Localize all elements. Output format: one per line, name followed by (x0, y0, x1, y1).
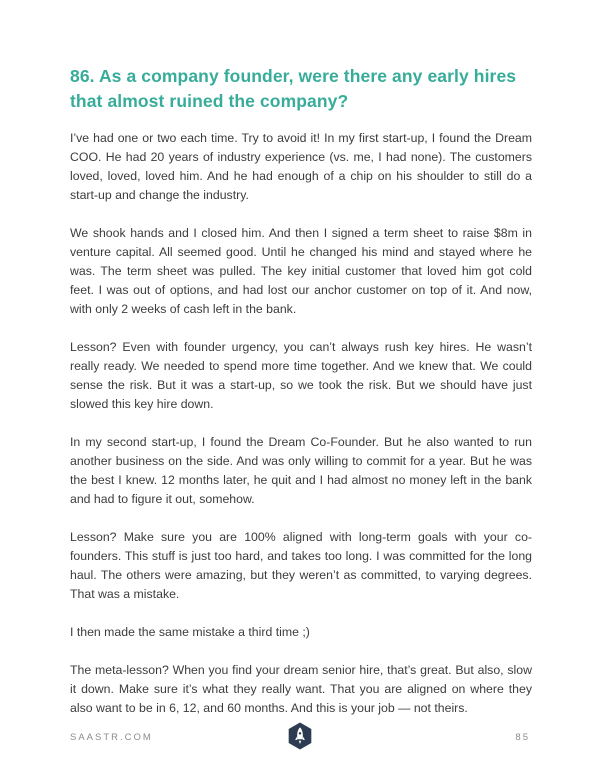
paragraph: Lesson? Even with founder urgency, you can’t always rush key hires. He wasn’t really ready. We needed to spend more time together. And we knew that. We could sense the risk. But it was a start-up, so we took the risk. But we should have just slowed this key hire down. (70, 340, 532, 411)
paragraph: I’ve had one or two each time. Try to avoid it! In my first start-up, I found the Dream COO. He had 20 years of industry experience (vs. me, I had none). The customers loved, loved, loved him. And he had enough of a chip on his shoulder to still do a start-up and change the industry. (70, 131, 532, 202)
page-footer (0, 722, 600, 754)
paragraph: The meta-lesson? When you find your dream senior hire, that’s great. But also, slow it down. Make sure it’s what they really want. That you are aligned on where they also want to be in 6, 12, and 60 months. And this is your job — not theirs. (70, 663, 532, 715)
chapter-title: 86. As a company founder, were there any early hires that almost ruined the company? (70, 66, 517, 111)
paragraph: We shook hands and I closed him. And then I signed a term sheet to raise $8m in venture capital. All seemed good. Until he changed his mind and stayed where he was. The term sheet was pulled. The key initial customer that loved him got cold feet. I was out of options, and had lost our anchor customer on top of it. And now, with only 2 weeks of cash left in the bank. (70, 226, 532, 316)
paragraph: I then made the same mistake a third time ;) (70, 625, 310, 639)
paragraph: Lesson? Make sure you are 100% aligned with long-term goals with your co-founders. This stuff is just too hard, and takes too long. I was committed for the long haul. The others were amazing, but they weren’t as committed, to varying degrees. That was a mistake. (70, 530, 532, 601)
footer-page-number: 85 (515, 732, 530, 743)
saastr-hexagon-rocket-logo-icon (287, 722, 313, 750)
page-content (70, 64, 532, 737)
paragraph: In my second start-up, I found the Dream Co-Founder. But he also wanted to run another business on the side. And was only willing to commit for a year. But he was the best I knew. 12 months later, he quit and I had almost no money left in the bank and had to figure it out, somehow. (70, 435, 532, 506)
chapter-body (70, 129, 532, 718)
footer-site-label: SAASTR.COM (70, 732, 153, 743)
